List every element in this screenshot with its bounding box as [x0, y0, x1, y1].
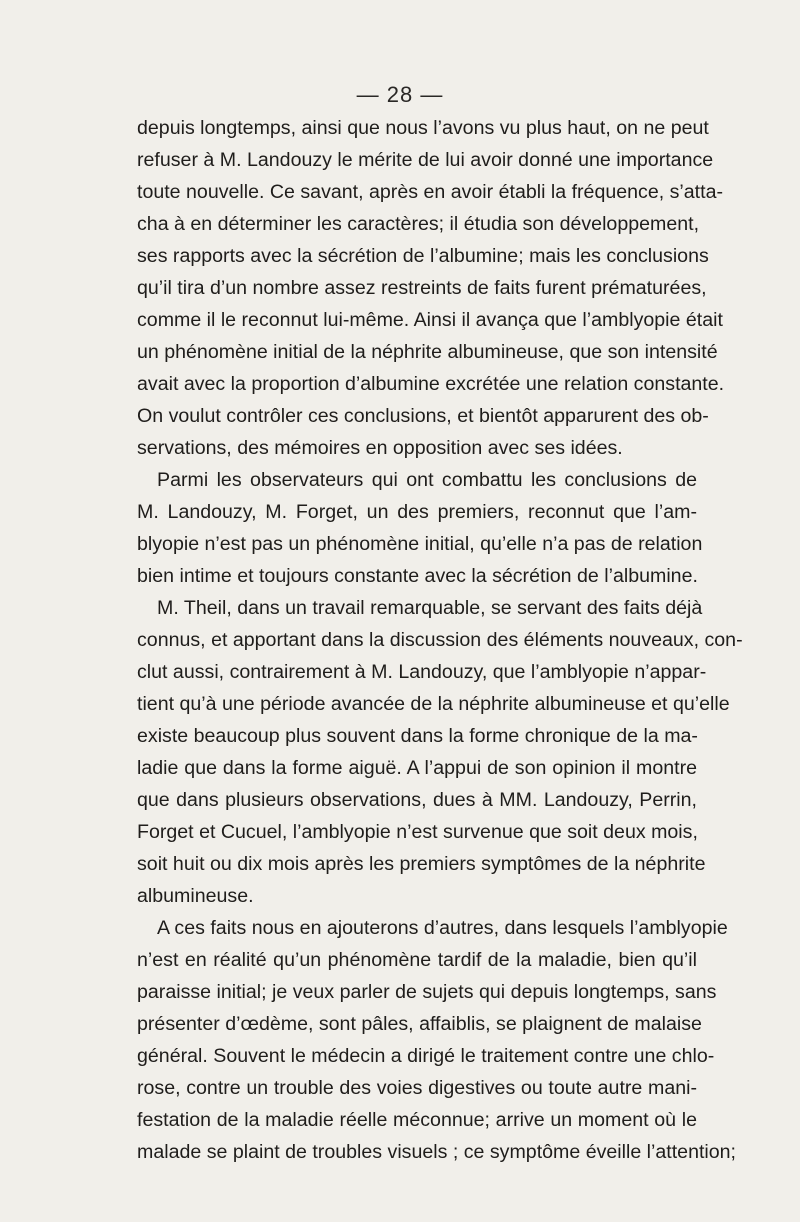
text-line: présenter d’œdème, sont pâles, affaiblis, se plaignent de malaise	[137, 1013, 702, 1035]
text-line: avait avec la proportion d’albumine excrétée une relation constante.	[137, 373, 725, 395]
text-line: depuis longtemps, ainsi que nous l’avons vu plus haut, on ne peut	[137, 117, 709, 139]
text-line: M. Theil, dans un travail remarquable, se servant des faits déjà	[157, 597, 703, 619]
text-line: bien intime et toujours constante avec la sécrétion de l’albumine.	[137, 565, 698, 587]
text-line: A ces faits nous en ajouterons d’autres, dans lesquels l’amblyopie	[157, 917, 728, 939]
text-line: toute nouvelle. Ce savant, après en avoir établi la fréquence, s’atta-	[137, 181, 723, 203]
text-line: tient qu’à une période avancée de la néphrite albumineuse et qu’elle	[137, 693, 730, 715]
text-line: ses rapports avec la sécrétion de l’albumine; mais les conclusions	[137, 245, 709, 267]
text-line: n’est en réalité qu’un phénomène tardif de la maladie, bien qu’il	[137, 949, 697, 971]
text-line: que dans plusieurs observations, dues à MM. Landouzy, Perrin,	[137, 789, 697, 811]
text-line: servations, des mémoires en opposition avec ses idées.	[137, 437, 623, 459]
text-line: On voulut contrôler ces conclusions, et bientôt apparurent des ob-	[137, 405, 709, 427]
text-line: ladie que dans la forme aiguë. A l’appui de son opinion il montre	[137, 757, 697, 779]
text-line: M. Landouzy, M. Forget, un des premiers, reconnut que l’am-	[137, 501, 697, 523]
text-line: cha à en déterminer les caractères; il étudia son développement,	[137, 213, 700, 235]
text-line: albumineuse.	[137, 885, 254, 907]
text-line: Parmi les observateurs qui ont combattu les conclusions de	[157, 469, 697, 491]
body-text	[137, 112, 743, 1168]
text-line: clut aussi, contrairement à M. Landouzy, que l’amblyopie n’appar-	[137, 661, 707, 683]
text-line: festation de la maladie réelle méconnue; arrive un moment où le	[137, 1109, 697, 1131]
text-line: blyopie n’est pas un phénomène initial, qu’elle n’a pas de relation	[137, 533, 703, 555]
text-line: refuser à M. Landouzy le mérite de lui avoir donné une importance	[137, 149, 714, 171]
text-line: existe beaucoup plus souvent dans la forme chronique de la ma-	[137, 725, 698, 747]
text-line: connus, et apportant dans la discussion des éléments nouveaux, con-	[137, 629, 743, 651]
text-line: paraisse initial; je veux parler de sujets qui depuis longtemps, sans	[137, 981, 717, 1003]
text-line: Forget et Cucuel, l’amblyopie n’est survenue que soit deux mois,	[137, 821, 698, 843]
text-line: un phénomène initial de la néphrite albumineuse, que son intensité	[137, 341, 718, 363]
text-line: soit huit ou dix mois après les premiers symptômes de la néphrite	[137, 853, 706, 875]
page-number: — 28 —	[356, 82, 444, 107]
text-line: rose, contre un trouble des voies digestives ou toute autre mani-	[137, 1077, 697, 1099]
text-line: malade se plaint de troubles visuels ; ce symptôme éveille l’attention;	[137, 1141, 737, 1163]
text-line: qu’il tira d’un nombre assez restreints de faits furent prématurées,	[137, 277, 707, 299]
text-line: général. Souvent le médecin a dirigé le traitement contre une chlo-	[137, 1045, 715, 1067]
text-line: comme il le reconnut lui-même. Ainsi il avança que l’amblyopie était	[137, 309, 723, 331]
